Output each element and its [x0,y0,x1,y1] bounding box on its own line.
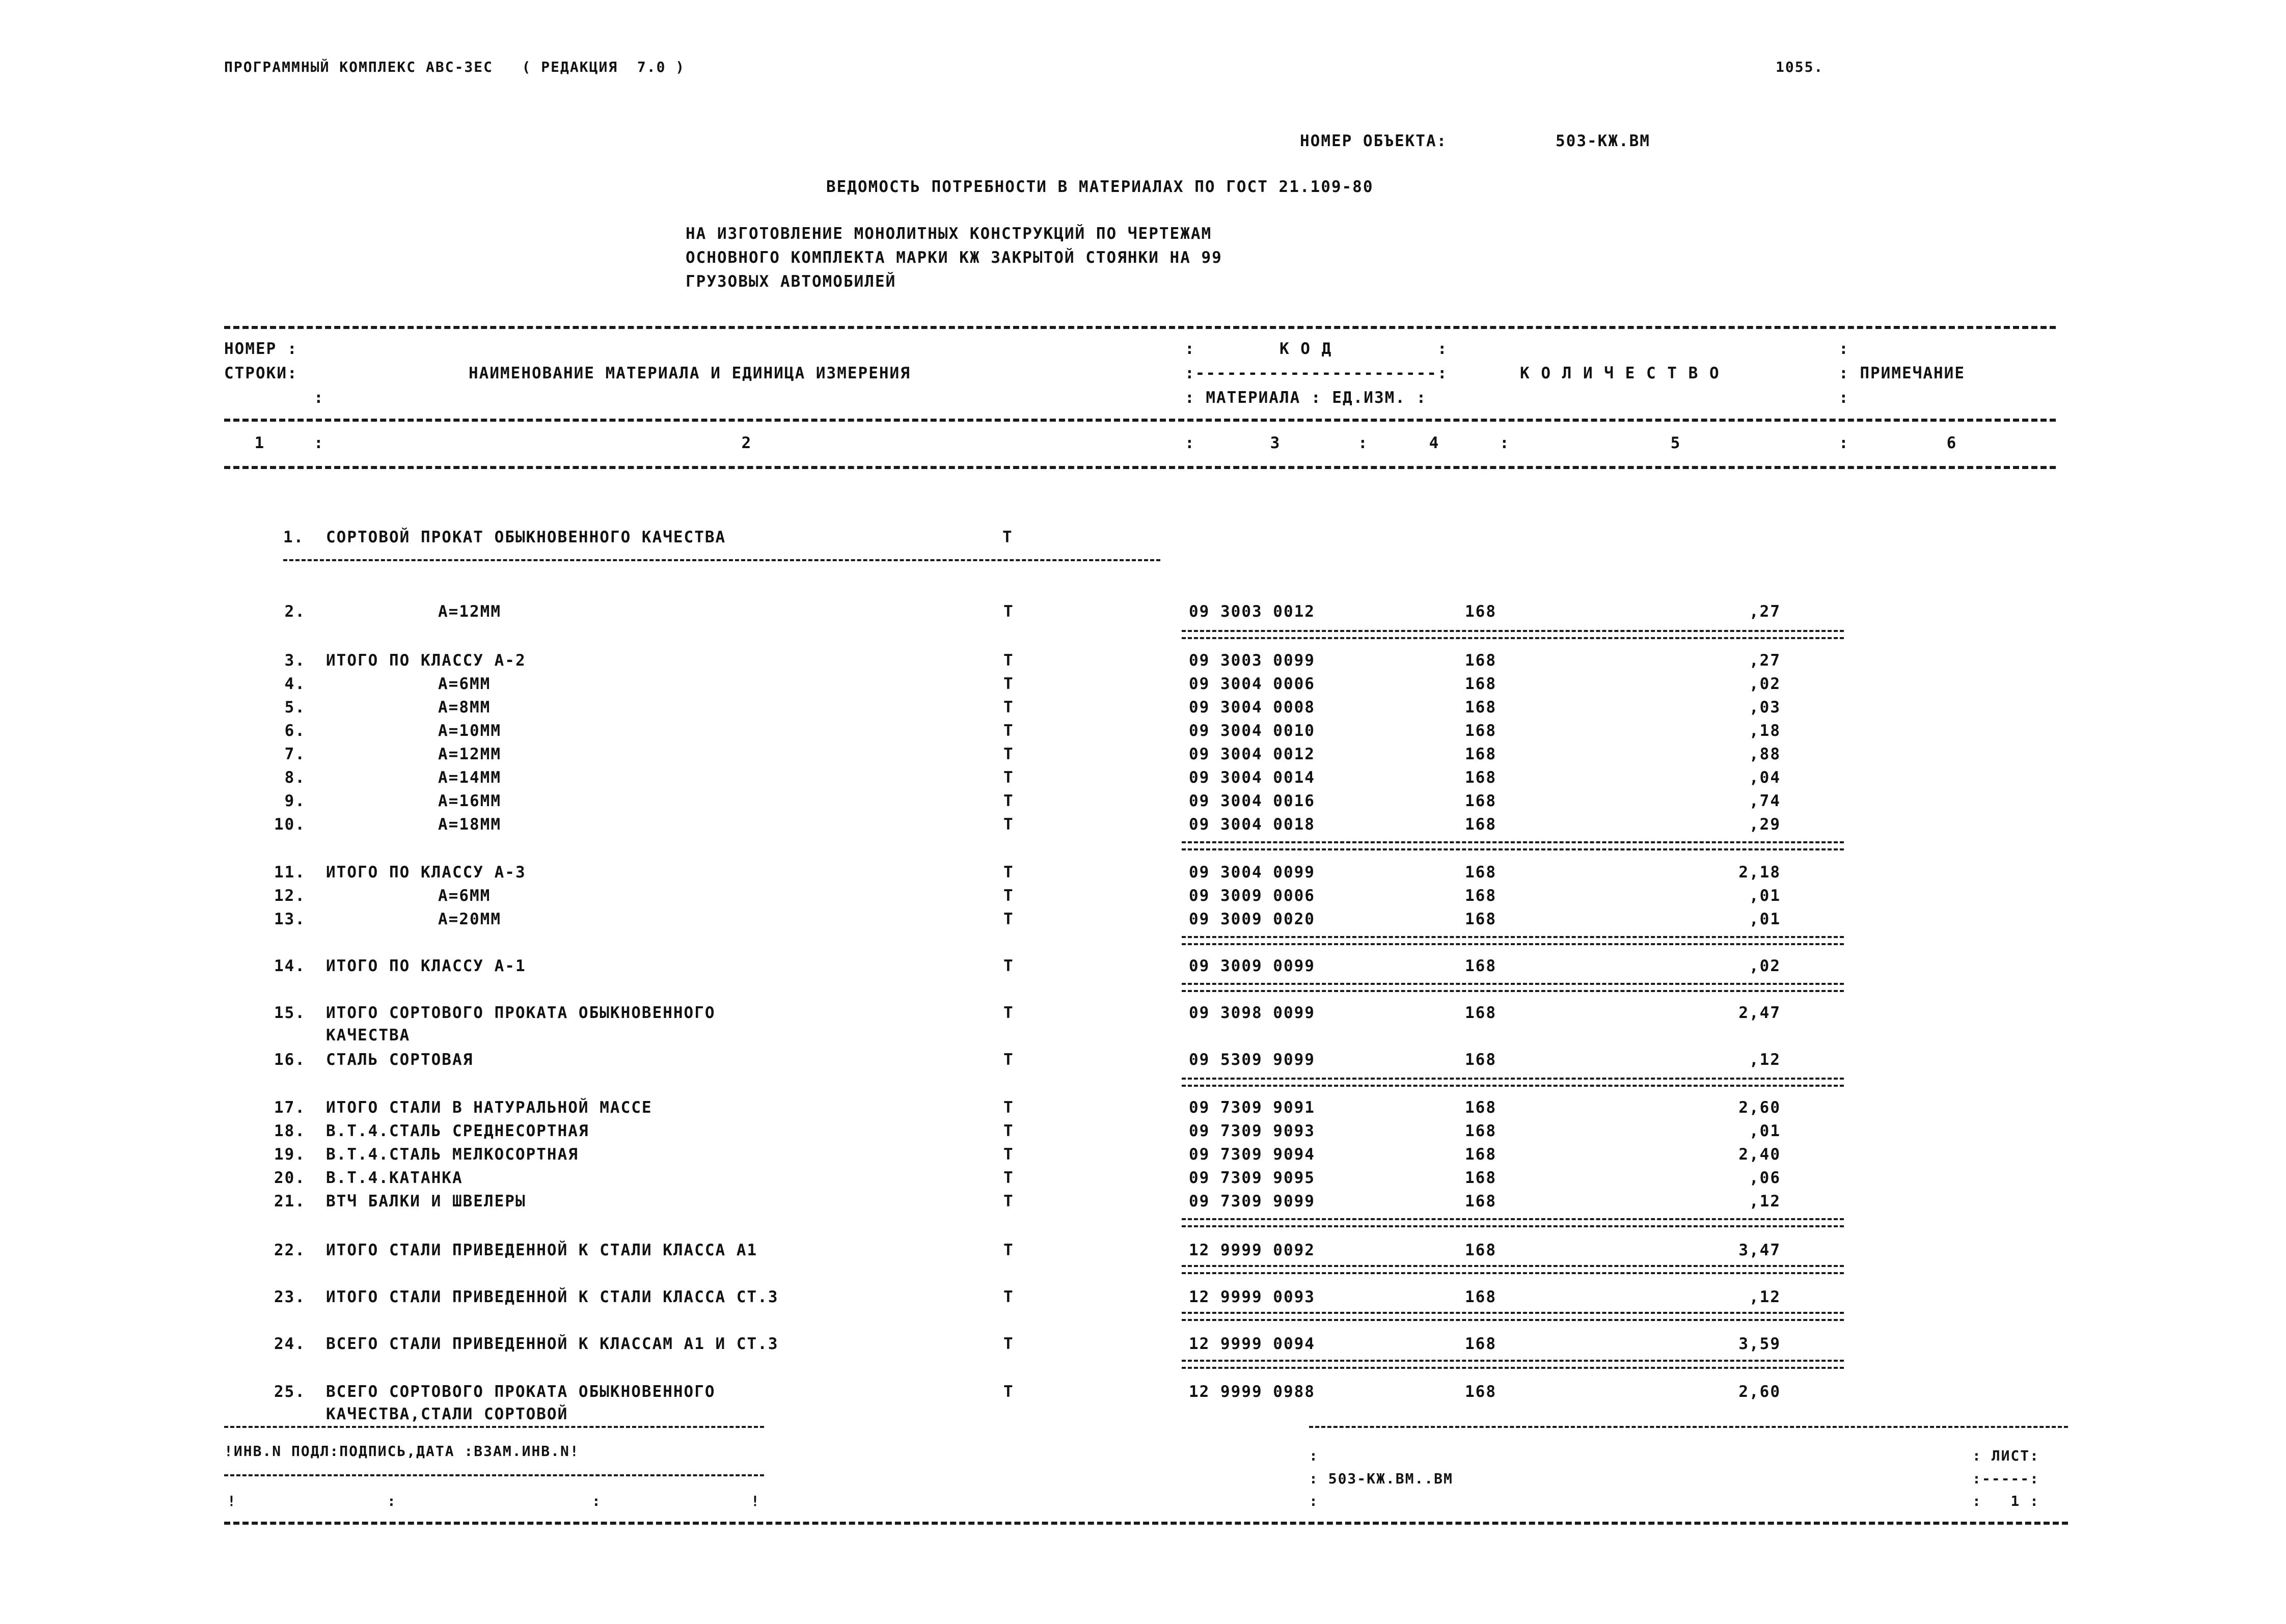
material-name: А=10ММ [438,722,501,740]
row-number: 16. [274,1051,306,1069]
row-number: 22. [274,1241,306,1259]
material-name: ИТОГО СТАЛИ В НАТУРАЛЬНОЙ МАССЕ [326,1098,652,1117]
material-code: 12 9999 0988 [1189,1383,1315,1401]
material-name: ВСЕГО СТАЛИ ПРИВЕДЕННОЙ К КЛАССАМ А1 И СТ.3 [326,1335,779,1353]
unit-code: 168 [1465,1145,1496,1164]
material-name: ВТЧ БАЛКИ И ШВЕЛЕРЫ [326,1192,526,1210]
material-name: ИТОГО ПО КЛАССУ А-1 [326,957,526,975]
column-number-separator-1: : [314,434,324,452]
subtotal-separator [1182,841,1844,850]
quantity: ,29 [1749,815,1781,834]
quantity: ,18 [1749,722,1781,740]
row-number: 14. [274,957,306,975]
row-number: 10. [274,815,306,834]
unit: Т [1003,1192,1014,1210]
material-name-continued: КАЧЕСТВА,СТАЛИ СОРТОВОЙ [326,1405,568,1423]
material-name: А=6ММ [438,887,491,905]
quantity: 2,60 [1738,1383,1781,1401]
header-quantity: К О Л И Ч Е С Т В О [1520,364,1720,382]
unit: Т [1003,1335,1014,1353]
material-code: 09 3009 0099 [1189,957,1315,975]
material-code: 09 3004 0018 [1189,815,1315,834]
subtotal-separator [1182,1360,1844,1369]
subtitle-line-2: ОСНОВНОГО КОМПЛЕКТА МАРКИ КЖ ЗАКРЫТОЙ СТОЯНКИ НА 99 [686,249,1222,267]
title-block-rule-top [1309,1426,2068,1428]
row-number: 4. [284,675,306,693]
column-number-separator-4: : [1500,434,1510,452]
unit-code: 168 [1465,745,1496,763]
sheet-divider: :-----: [1972,1470,2040,1487]
unit: Т [1003,1122,1014,1140]
subtotal-separator [1182,983,1844,992]
material-code: 09 3003 0099 [1189,651,1315,670]
column-number-separator-3: : [1358,434,1369,452]
quantity: ,03 [1749,698,1781,717]
column-number-2: 2 [741,434,752,452]
header-note-label: ПРИМЕЧАНИЕ [1860,364,1965,382]
row-number: 11. [274,863,306,882]
unit-code: 168 [1465,957,1496,975]
unit: Т [1003,675,1014,693]
header-code-top: : К О Д : [1185,340,1448,358]
row-number: 3. [284,651,306,670]
unit-code: 168 [1465,1383,1496,1401]
material-code: 09 3004 0010 [1189,722,1315,740]
unit: Т [1003,957,1014,975]
row-number: 24. [274,1335,306,1353]
column-number-separator-5: : [1839,434,1849,452]
row-number: 5. [284,698,306,717]
unit: Т [1003,887,1014,905]
page-bottom-rule [224,1522,2068,1525]
stamp-cell-3: : [592,1493,602,1509]
unit: Т [1003,792,1014,810]
unit: Т [1003,768,1014,787]
column-number-6: 6 [1946,434,1957,452]
row-number: 12. [274,887,306,905]
row-number: 13. [274,910,306,928]
subtotal-separator [1182,936,1844,945]
material-name: ИТОГО СТАЛИ ПРИВЕДЕННОЙ К СТАЛИ КЛАССА СТ.3 [326,1288,779,1306]
unit: Т [1003,1288,1014,1306]
unit-code: 168 [1465,1241,1496,1259]
material-name: В.Т.4.КАТАНКА [326,1169,463,1187]
material-code: 09 7309 9099 [1189,1192,1315,1210]
material-code: 09 3004 0012 [1189,745,1315,763]
stamp-cell-2: : [387,1493,397,1509]
section-text: СОРТОВОЙ ПРОКАТ ОБЫКНОВЕННОГО КАЧЕСТВА [326,528,726,546]
material-name: А=6ММ [438,675,491,693]
quantity: ,01 [1749,887,1781,905]
stamp-header: !ИНВ.N ПОДЛ:ПОДПИСЬ,ДАТА :ВЗАМ.ИНВ.N! [224,1443,580,1460]
column-number-separator-2: : [1185,434,1195,452]
header-row-number-line-3: : [314,389,324,407]
sheet-label: : ЛИСТ: [1972,1447,2040,1464]
stamp-rule-top [224,1426,764,1428]
material-name: ИТОГО ПО КЛАССУ А-2 [326,651,526,670]
material-code: 09 3009 0020 [1189,910,1315,928]
subtotal-separator [1182,1218,1844,1227]
material-code: 09 5309 9099 [1189,1051,1315,1069]
unit-code: 168 [1465,1335,1496,1353]
section-number: 1. [283,528,305,546]
unit-code: 168 [1465,651,1496,670]
material-name: В.Т.4.СТАЛЬ СРЕДНЕСОРТНАЯ [326,1122,589,1140]
unit: Т [1003,815,1014,834]
quantity: ,02 [1749,675,1781,693]
unit-code: 168 [1465,602,1496,621]
unit-code: 168 [1465,1192,1496,1210]
unit-code: 168 [1465,887,1496,905]
material-code: 12 9999 0092 [1189,1241,1315,1259]
quantity: 2,18 [1738,863,1781,882]
material-code: 09 3004 0008 [1189,698,1315,717]
unit-code: 168 [1465,1098,1496,1117]
header-code-divider: :-----------------------: [1185,364,1448,382]
quantity: ,01 [1749,910,1781,928]
quantity: ,01 [1749,1122,1781,1140]
subtotal-separator [1182,1265,1844,1274]
material-name: А=12ММ [438,745,501,763]
material-name: В.Т.4.СТАЛЬ МЕЛКОСОРТНАЯ [326,1145,579,1164]
unit: Т [1003,1004,1014,1022]
title-block-colon-1: : [1309,1447,1319,1464]
material-name-continued: КАЧЕСТВА [326,1026,411,1044]
quantity: ,12 [1749,1288,1781,1306]
row-number: 23. [274,1288,306,1306]
unit: Т [1003,1241,1014,1259]
row-number: 2. [284,602,306,621]
unit-code: 168 [1465,768,1496,787]
quantity: ,74 [1749,792,1781,810]
material-code: 12 9999 0093 [1189,1288,1315,1306]
header-code-subcolumns: : МАТЕРИАЛА : ЕД.ИЗМ. : [1185,389,1427,407]
row-number: 21. [274,1192,306,1210]
stamp-cell-1: ! [227,1493,237,1509]
header-row-number-line-2: СТРОКИ: [224,364,298,382]
material-code: 12 9999 0094 [1189,1335,1315,1353]
material-code: 09 7309 9091 [1189,1098,1315,1117]
row-number: 18. [274,1122,306,1140]
row-number: 20. [274,1169,306,1187]
quantity: 3,47 [1738,1241,1781,1259]
unit-code: 168 [1465,1004,1496,1022]
material-name: ИТОГО СТАЛИ ПРИВЕДЕННОЙ К СТАЛИ КЛАССА А1 [326,1241,758,1259]
column-number-4: 4 [1429,434,1440,452]
subtotal-separator [1182,1078,1844,1087]
material-code: 09 3004 0099 [1189,863,1315,882]
material-name: СТАЛЬ СОРТОВАЯ [326,1051,474,1069]
material-code: 09 3009 0006 [1189,887,1315,905]
header-rule-middle [224,419,2056,422]
header-note [1839,366,1965,381]
column-number-1: 1 [254,434,265,452]
material-code: 09 7309 9094 [1189,1145,1315,1164]
unit-code: 168 [1465,792,1496,810]
unit: Т [1003,722,1014,740]
unit-code: 168 [1465,1051,1496,1069]
unit: Т [1003,698,1014,717]
stamp-cell-4: ! [751,1493,760,1509]
page-code: 1055. [1776,59,1824,75]
unit: Т [1003,1145,1014,1164]
row-number: 15. [274,1004,306,1022]
row-number: 17. [274,1098,306,1117]
document-code: : 503-КЖ.ВМ..ВМ [1309,1470,1453,1487]
unit-code: 168 [1465,815,1496,834]
header-row-number-line-1: НОМЕР : [224,340,298,358]
unit: Т [1003,1098,1014,1117]
row-number: 6. [284,722,306,740]
row-number: 25. [274,1383,306,1401]
program-name: ПРОГРАММНЫЙ КОМПЛЕКС АВС-ЗЕС ( РЕДАКЦИЯ 7.0 ) [224,59,686,75]
quantity: ,02 [1749,957,1781,975]
unit-code: 168 [1465,675,1496,693]
row-number: 7. [284,745,306,763]
header-note-colon: : [1839,364,1849,382]
column-number-5: 5 [1670,434,1681,452]
subtitle-line-3: ГРУЗОВЫХ АВТОМОБИЛЕЙ [686,272,896,291]
material-code: 09 3098 0099 [1189,1004,1315,1022]
material-name: А=12ММ [438,602,501,621]
section-unit: Т [1002,528,1013,546]
quantity: 2,47 [1738,1004,1781,1022]
quantity: ,12 [1749,1051,1781,1069]
material-name: ВСЕГО СОРТОВОГО ПРОКАТА ОБЫКНОВЕННОГО [326,1383,716,1401]
quantity: ,27 [1749,602,1781,621]
title-block-colon-3: : [1309,1493,1319,1509]
subtotal-separator [1182,630,1844,639]
quantity: ,88 [1749,745,1781,763]
object-number: 503-КЖ.ВМ [1556,132,1650,150]
unit: Т [1003,910,1014,928]
quantity: 3,59 [1738,1335,1781,1353]
header-material-name: НАИМЕНОВАНИЕ МАТЕРИАЛА И ЕДИНИЦА ИЗМЕРЕНИЯ [469,364,911,382]
stamp-rule-middle [224,1474,764,1476]
quantity: 2,40 [1738,1145,1781,1164]
unit-code: 168 [1465,863,1496,882]
quantity: ,06 [1749,1169,1781,1187]
object-number-label: НОМЕР ОБЪЕКТА: [1300,132,1448,150]
material-name: ИТОГО СОРТОВОГО ПРОКАТА ОБЫКНОВЕННОГО [326,1004,716,1022]
material-name: А=14ММ [438,768,501,787]
unit: Т [1003,1169,1014,1187]
material-code: 09 3004 0014 [1189,768,1315,787]
header-rule-top [224,326,2056,329]
material-name: ИТОГО ПО КЛАССУ А-3 [326,863,526,882]
unit: Т [1003,1051,1014,1069]
column-number-3: 3 [1270,434,1281,452]
section-underline [283,559,1160,561]
page-title: ВЕДОМОСТЬ ПОТРЕБНОСТИ В МАТЕРИАЛАХ ПО ГОСТ 21.109-80 [826,178,1374,196]
unit-code: 168 [1465,722,1496,740]
subtotal-separator [1182,1312,1844,1321]
material-code: 09 7309 9095 [1189,1169,1315,1187]
unit-code: 168 [1465,1122,1496,1140]
material-name: А=20ММ [438,910,501,928]
unit: Т [1003,1383,1014,1401]
material-code: 09 3003 0012 [1189,602,1315,621]
quantity: ,12 [1749,1192,1781,1210]
material-code: 09 3004 0016 [1189,792,1315,810]
material-name: А=18ММ [438,815,501,834]
row-number: 8. [284,768,306,787]
unit: Т [1003,602,1014,621]
unit-code: 168 [1465,910,1496,928]
quantity: 2,60 [1738,1098,1781,1117]
unit-code: 168 [1465,1169,1496,1187]
header-rule-bottom [224,466,2056,469]
material-code: 09 7309 9093 [1189,1122,1315,1140]
material-name: А=16ММ [438,792,501,810]
material-name: А=8ММ [438,698,491,717]
quantity: ,04 [1749,768,1781,787]
unit: Т [1003,863,1014,882]
header-note-colon-3: : [1839,389,1849,407]
unit-code: 168 [1465,698,1496,717]
quantity: ,27 [1749,651,1781,670]
material-code: 09 3004 0006 [1189,675,1315,693]
subtitle-line-1: НА ИЗГОТОВЛЕНИЕ МОНОЛИТНЫХ КОНСТРУКЦИЙ ПО ЧЕРТЕЖАМ [686,225,1212,243]
row-number: 19. [274,1145,306,1164]
sheet-number: : 1 : [1972,1493,2040,1509]
row-number: 9. [284,792,306,810]
unit-code: 168 [1465,1288,1496,1306]
unit: Т [1003,745,1014,763]
unit: Т [1003,651,1014,670]
header-note-colon-1: : [1839,340,1849,358]
